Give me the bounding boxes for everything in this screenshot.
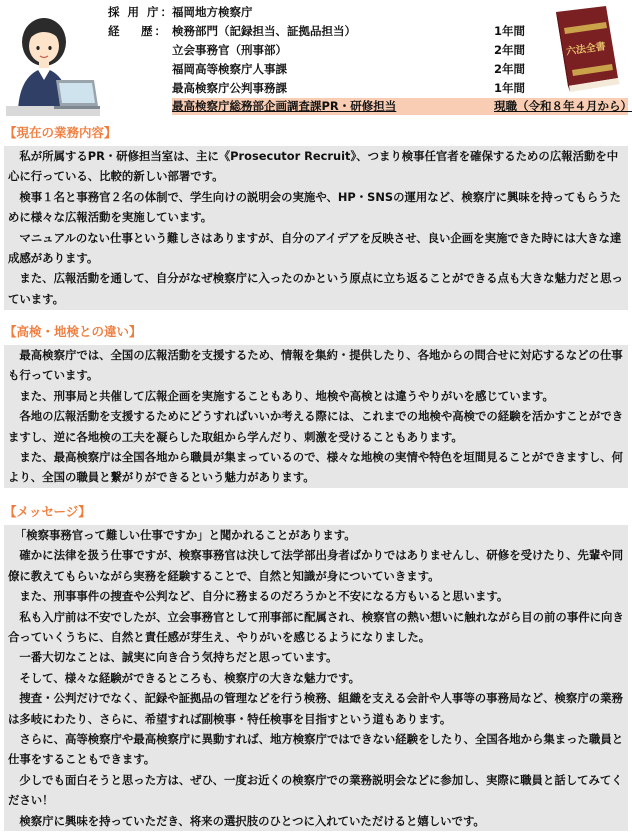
section-paragraph: 各地の広報活動を支援するためにどうすればいいか考える際には、これまでの地検や高検での経験を活かすことができますし、逆に各地検の工夫を凝らした取組から学んだり、刺激を受けることもあります。 (8, 409, 624, 444)
section-body (4, 525, 628, 831)
career-duration: 2年間 (494, 62, 526, 76)
section-paragraph: 私も入庁前は不安でしたが、立会事務官として刑事部に配属され、検察官の熱い想いに触れながら目の前の事件に向き合っていくうちに、自然と責任感が芽生え、やりがいを感じるようになりました。 (8, 609, 624, 645)
affiliation-label: 採 用 庁： (108, 5, 175, 19)
section-paragraph: 最高検察庁では、全国の広報活動を支援するため、情報を集約・提供したり、各地からの問合せに対応するなどの仕事も行っています。 (8, 348, 623, 383)
section-heading: 【メッセージ】 (4, 504, 91, 519)
section-heading: 【高検・地検との違い】 (4, 324, 142, 339)
career-item: 最高検察庁公判事務課 (172, 81, 287, 95)
section-paragraph: また、刑事局と共催して広報企画を実施することもあり、地検や高検とは違うやりがいを感じています。 (19, 388, 554, 403)
law-book-illustration (546, 2, 626, 100)
affiliation-value: 福岡地方検察庁 (172, 5, 253, 19)
section-paragraph: 検事１名と事務官２名の体制で、学生向けの説明会の実施や、HP・SNSの運用など、検察庁に興味を持ってもらうために様々な広報活動を実施しています。 (8, 189, 621, 225)
section-heading: 【現在の業務内容】 (4, 125, 117, 140)
career-item-current: 最高検察庁総務部企画調査課PR・研修担当 (172, 99, 397, 113)
section-paragraph: 少しでも面白そうと思った方は、ぜひ、一度お近くの検察庁での業務説明会などに参加し、実際に職員と話してみてください！ (8, 772, 623, 808)
section-paragraph: 「検察事務官って難しい仕事ですか」と聞かれることがあります。 (14, 528, 356, 542)
career-duration: 1年間 (494, 24, 526, 38)
section-paragraph: 一番大切なことは、誠実に向き合う気持ちだと思っています。 (19, 650, 338, 665)
career-label: 経 歴： (108, 24, 169, 38)
career-item: 検務部門（記録担当、証拠品担当） (172, 24, 356, 38)
career-duration: 1年間 (494, 81, 526, 95)
career-item: 立会事務官（刑事部） (172, 43, 287, 57)
career-duration: 2年間 (494, 43, 526, 57)
career-duration-current: 現職（令和８年４月から） (494, 99, 632, 113)
section-paragraph: また、最高検察庁は全国各地から職員が集まっているので、様々な地検の実情や特色を垣間見ることができますし、何より、全国の職員と繋がりができるという魅力があります。 (8, 450, 623, 485)
section-paragraph: 確かに法律を扱う仕事ですが、検察事務官は決して法学部出身者ばかりではありませんし、研修を受けたり、先輩や同僚に教えてもらいながら実務を経験することで、自然と知識が身についていきます。 (8, 548, 624, 583)
section-paragraph: また、刑事事件の捜査や公判など、自分に務まるのだろうかと不安になる方もいると思います。 (19, 589, 509, 604)
section-paragraph: そして、様々な経験ができるところも、検察庁の大きな魅力です。 (19, 670, 360, 685)
section-paragraph: さらに、高等検察庁や最高検察庁に異動すれば、地方検察庁ではできない経験をしたり、全国各地から集まった職員と仕事をすることもできます。 (8, 732, 624, 767)
section-body (4, 345, 628, 488)
section-paragraph: マニュアルのない仕事という難しさはありますが、自分のアイデアを反映させ、良い企画を実施できた時には大きな達成感があります。 (8, 230, 622, 266)
staff-illustration (4, 6, 102, 118)
section-paragraph: また、広報活動を通して、自分がなぜ検察庁に入ったのかという原点に立ち返ることができる点も大きな魅力だと思っています。 (8, 271, 623, 306)
section-paragraph: 私が所属するPR・研修担当室は、主に《Prosecutor Recruit》、つまり検事任官者を確保するための広報活動を中心に行っている、比較的新しい部署です。 (8, 149, 619, 184)
section-body (4, 146, 628, 310)
book-title: 六法全書 (565, 41, 607, 58)
section-paragraph: 検察庁に興味を持っていただき、将来の選択肢のひとつに入れていただけると嬉しいです。 (19, 813, 485, 828)
career-item: 福岡高等検察庁人事課 (172, 62, 287, 76)
section-paragraph: 捜査・公判だけでなく、記録や証拠品の管理などを行う検務、組織を支える会計や人事等の事務局など、検察庁の業務は多岐にわたり、さらに、希望すれば副検事・特任検事を目指すという道もあります。 (8, 691, 623, 726)
